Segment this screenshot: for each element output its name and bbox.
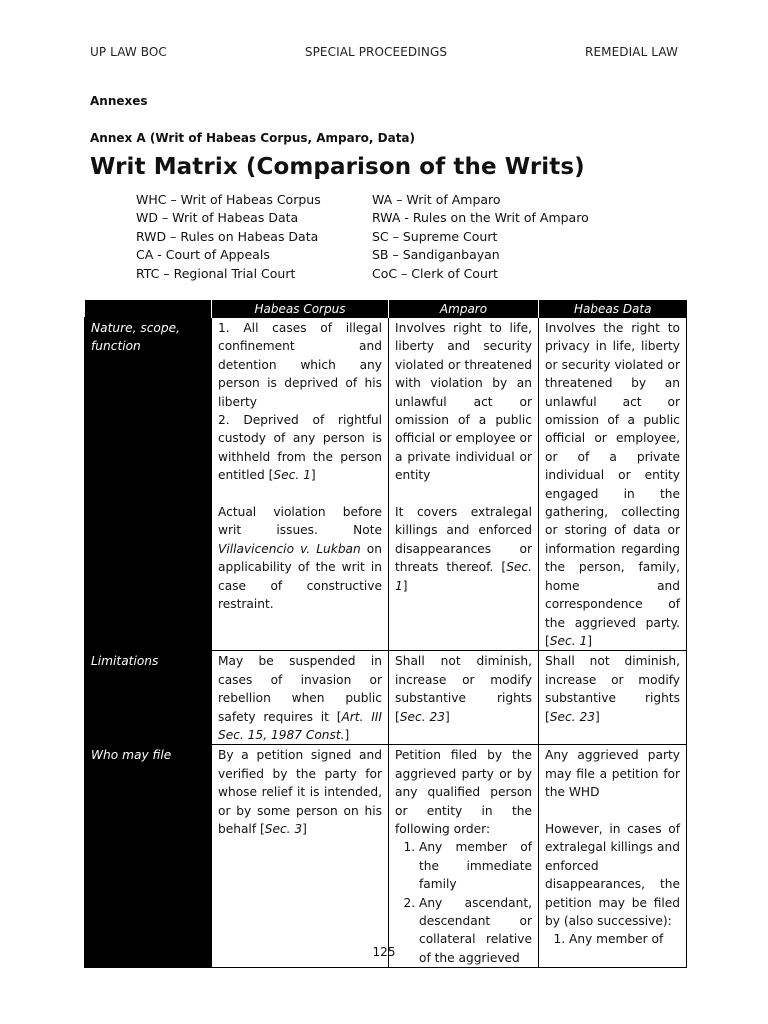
who-hd-point-2: However, in cases of extralegal killings and enforced disappearances, the petition may be filed by (also successive): (545, 821, 680, 928)
cell-nature-habeas-corpus (212, 318, 389, 651)
abbreviation-item: RWA - Rules on the Writ of Amparo (372, 210, 589, 226)
cell-who-habeas-corpus: By a petition signed and verified by the party for whose relief it is intended, or by some person on his behalf [Sec. 3] (212, 745, 389, 968)
list-item: 1. Any member of the immediate family (419, 838, 532, 893)
header-right: REMEDIAL LAW (585, 45, 678, 59)
column-header-habeas-corpus: Habeas Corpus (212, 300, 389, 318)
who-amparo-intro: Petition filed by the aggrieved party or by any qualified person or entity in the following order: (395, 748, 532, 836)
abbreviation-item: CA - Court of Appeals (136, 247, 270, 263)
abbreviation-item: SB – Sandiganbayan (372, 247, 500, 263)
row-label-nature: Nature, scope, function (85, 318, 212, 651)
running-header (90, 45, 678, 63)
abbreviation-list (136, 191, 596, 283)
cell-nature-habeas-data (539, 318, 687, 651)
column-header-amparo: Amparo (389, 300, 539, 318)
cell-limitations-habeas-data: Shall not diminish, increase or modify substantive rights [Sec. 23] (539, 651, 687, 745)
nature-hc-point-1: 1. All cases of illegal confinement and detention which any person is deprived of his liberty (218, 321, 382, 409)
table-row-who-may-file (85, 745, 687, 968)
abbreviation-item: WD – Writ of Habeas Data (136, 210, 299, 226)
cell-who-habeas-data (539, 745, 687, 968)
page-number: 125 (372, 945, 396, 959)
abbreviation-item: SC – Supreme Court (372, 228, 498, 244)
header-center: SPECIAL PROCEEDINGS (304, 45, 448, 59)
cell-limitations-amparo: Shall not diminish, increase or modify substantive rights [Sec. 23] (389, 651, 539, 745)
list-item: 1. Any member of (569, 930, 680, 948)
cell-limitations-habeas-corpus: May be suspended in cases of invasion or rebellion when public safety requires it [Art. III Sec. 15, 1987 Const.] (212, 651, 389, 745)
cell-who-amparo (389, 745, 539, 968)
nature-hc-note: Actual violation before writ issues. Note Villavicencio v. Lukban on applicability of the writ in case of constructive restraint. (218, 505, 382, 612)
abbreviation-item: WA – Writ of Amparo (372, 192, 501, 207)
column-header-habeas-data: Habeas Data (539, 300, 687, 318)
abbreviation-item: RTC – Regional Trial Court (136, 265, 296, 281)
nature-amparo-point-2: It covers extralegal killings and enforced disappearances or threats thereof. [Sec. 1] (395, 505, 532, 593)
page-title: Writ Matrix (Comparison of the Writs) (90, 154, 585, 180)
abbreviation-item: CoC – Clerk of Court (372, 265, 498, 281)
nature-hc-point-2: 2. Deprived of rightful custody of any person is withheld from the person entitled [Sec. 1] (218, 413, 382, 483)
table-row-limitations (85, 651, 687, 745)
abbreviation-item: RWD – Rules on Habeas Data (136, 228, 319, 244)
header-left: UP LAW BOC (90, 45, 167, 59)
annexes-heading: Annexes (90, 94, 148, 108)
row-label-who-may-file: Who may file (85, 745, 212, 968)
abbreviation-item: WHC – Writ of Habeas Corpus (136, 192, 321, 207)
nature-amparo-point-1: Involves right to life, liberty and security violated or threatened with violation by an unlawful act or omission of a public official or employee or a private individual or entity (395, 321, 532, 483)
nature-hd-point-1: Involves the right to privacy in life, liberty or security violated or threatened by an unlawful act or omission of a public official or employee, or of a private individual or entity engaged in the gathering, collecting or storing of data or information regarding the person, family, home and correspondence of the aggrieved party. [Sec. 1] (545, 321, 680, 648)
writ-matrix-table (84, 300, 687, 968)
who-hd-point-1: Any aggrieved party may file a petition for the WHD (545, 748, 680, 800)
table-header-row (85, 300, 687, 318)
row-label-limitations: Limitations (85, 651, 212, 745)
cell-nature-amparo (389, 318, 539, 651)
annex-a-heading: Annex A (Writ of Habeas Corpus, Amparo, Data) (90, 131, 416, 145)
list-item: 2. Any ascendant, descendant or collateral relative of the aggrieved (419, 894, 532, 968)
column-header-blank (85, 300, 212, 318)
table-row-nature (85, 318, 687, 651)
